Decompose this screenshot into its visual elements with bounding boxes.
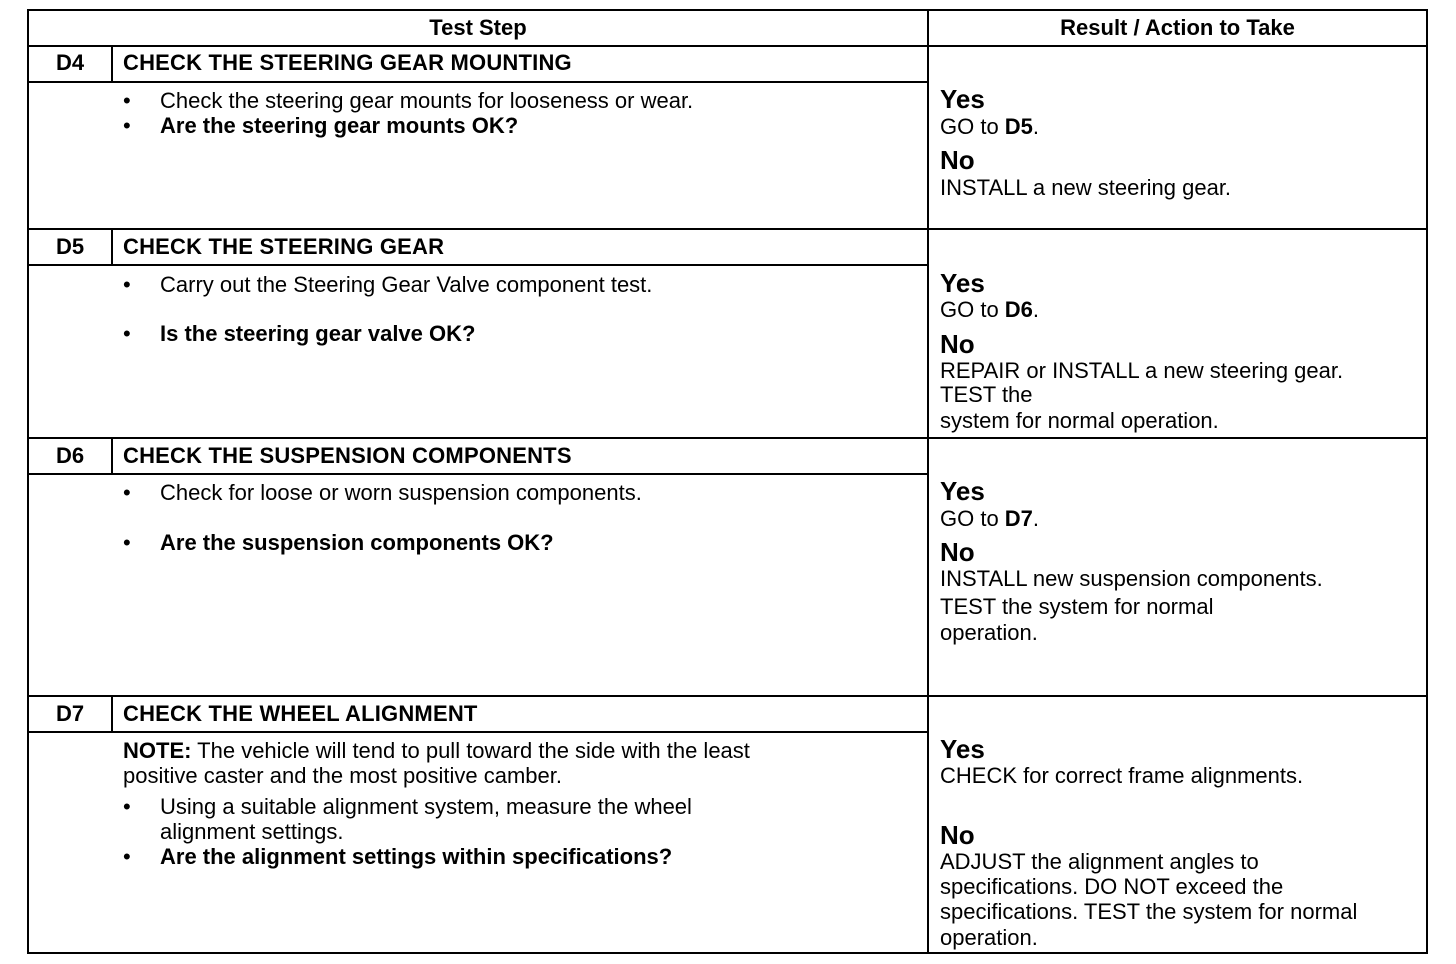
bullet-icon: • [123, 113, 131, 138]
yes-label: Yes [940, 268, 985, 298]
no-action-line: ADJUST the alignment angles to [940, 849, 1259, 874]
step-id: D7 [55, 701, 85, 726]
no-action-line: INSTALL a new steering gear. [940, 175, 1232, 200]
step-divider [29, 437, 1426, 439]
yes-action-period: . [1032, 506, 1040, 531]
yes-action-period: . [1032, 297, 1040, 322]
yes-action [940, 114, 1039, 139]
no-label: No [940, 145, 975, 175]
step-question: Are the steering gear mounts OK? [160, 113, 519, 138]
title-divider [29, 81, 927, 83]
yes-action-text: GO to [940, 114, 1005, 139]
goto-step-link[interactable]: D5 [1004, 114, 1033, 139]
step-question: Are the suspension components OK? [160, 530, 554, 555]
header-result-action: Result / Action to Take [1060, 15, 1295, 40]
bullet-icon: • [123, 480, 131, 505]
step-divider [29, 228, 1426, 230]
no-label: No [940, 820, 975, 850]
step-title: CHECK THE SUSPENSION COMPONENTS [123, 443, 572, 468]
no-action-line: REPAIR or INSTALL a new steering gear. [940, 358, 1344, 383]
step-instruction: Using a suitable alignment system, measure the wheel [160, 794, 692, 819]
column-divider [927, 11, 929, 952]
no-action-line: operation. [940, 925, 1038, 950]
step-question: Are the alignment settings within specifications? [160, 844, 673, 869]
goto-step-link[interactable]: D7 [1004, 506, 1033, 531]
yes-action [940, 297, 1039, 322]
step-title: CHECK THE WHEEL ALIGNMENT [123, 701, 478, 726]
yes-label: Yes [940, 476, 985, 506]
step-instruction: Check for loose or worn suspension components. [160, 480, 642, 505]
no-action-line: system for normal operation. [940, 408, 1219, 433]
bullet-icon: • [123, 844, 131, 869]
bullet-icon: • [123, 272, 131, 297]
yes-label: Yes [940, 84, 985, 114]
no-action-line: operation. [940, 620, 1038, 645]
title-divider [29, 731, 927, 733]
step-title: CHECK THE STEERING GEAR [123, 234, 445, 259]
id-divider [111, 47, 113, 82]
yes-label: Yes [940, 734, 985, 764]
yes-action-period: . [1032, 114, 1040, 139]
no-label: No [940, 537, 975, 567]
id-divider [111, 697, 113, 732]
header-test-step: Test Step [429, 15, 527, 40]
goto-step-link[interactable]: D6 [1004, 297, 1033, 322]
yes-action [940, 506, 1039, 531]
no-action-line: INSTALL new suspension components. [940, 566, 1323, 591]
yes-action-text: GO to [940, 297, 1005, 322]
note-line [123, 738, 750, 763]
step-question: Is the steering gear valve OK? [160, 321, 476, 346]
bullet-icon: • [123, 794, 131, 819]
id-divider [111, 439, 113, 474]
step-title: CHECK THE STEERING GEAR MOUNTING [123, 50, 572, 75]
header-divider [29, 45, 1426, 47]
title-divider [29, 264, 927, 266]
yes-action-text: GO to [940, 506, 1005, 531]
no-action-line: TEST the system for normal [940, 594, 1214, 619]
no-action-line: TEST the [940, 382, 1033, 407]
bullet-icon: • [123, 530, 131, 555]
step-divider [29, 695, 1426, 697]
no-action-line: specifications. DO NOT exceed the [940, 874, 1284, 899]
title-divider [29, 473, 927, 475]
step-id: D5 [55, 234, 85, 259]
step-id: D6 [55, 443, 85, 468]
yes-action: CHECK for correct frame alignments. [940, 763, 1304, 788]
note-text: The vehicle will tend to pull toward the side with the least [191, 738, 750, 763]
step-instruction: alignment settings. [160, 819, 344, 844]
step-id: D4 [55, 50, 85, 75]
id-divider [111, 230, 113, 265]
step-instruction: Check the steering gear mounts for looseness or wear. [160, 88, 694, 113]
no-action-line: specifications. TEST the system for normal [940, 899, 1358, 924]
note-label: NOTE: [123, 738, 192, 763]
bullet-icon: • [123, 88, 131, 113]
step-instruction: Carry out the Steering Gear Valve component test. [160, 272, 653, 297]
diagnostic-table [27, 9, 1428, 954]
note-line: positive caster and the most positive camber. [123, 763, 562, 788]
no-label: No [940, 329, 975, 359]
bullet-icon: • [123, 321, 131, 346]
